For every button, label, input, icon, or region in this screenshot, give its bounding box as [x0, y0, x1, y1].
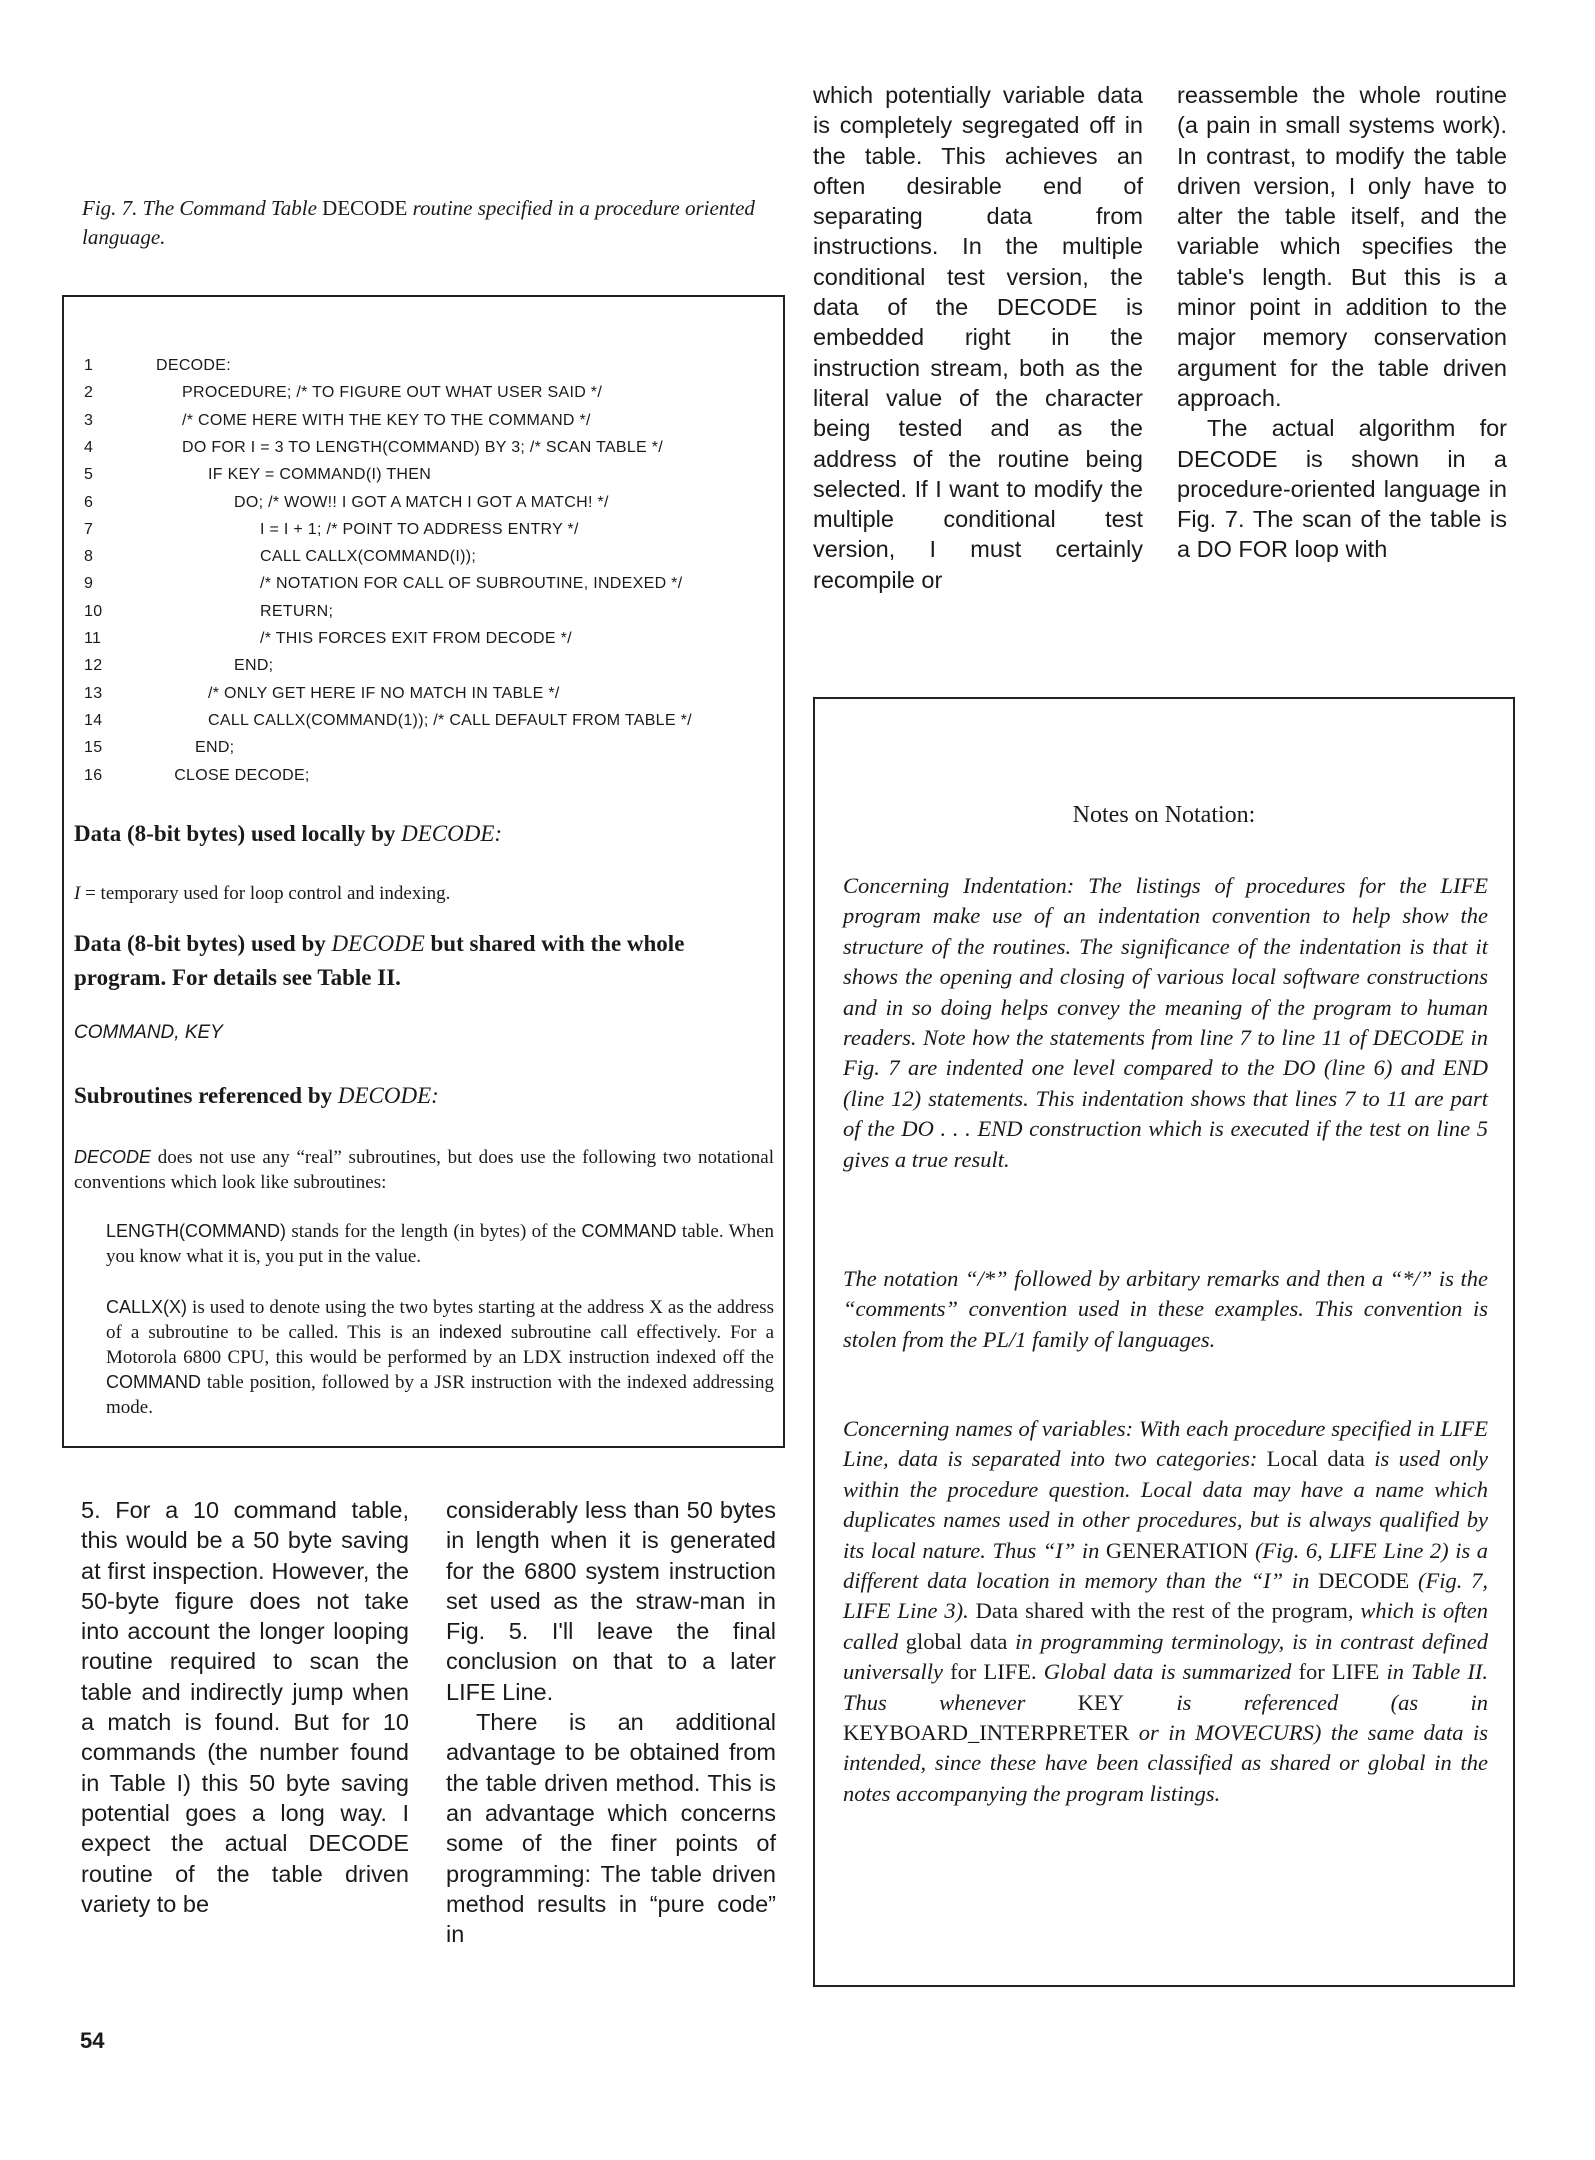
callx-convention: CALLX(X) is used to denote using the two bytes starting at the address X as the address of a subroutine to be called. This is an indexed subroutine call effectively. For a Motorola 6800 CPU, this would be performed by an LDX instruction indexed off the COMMAND table position, followed by a JSR instruction with the indexed addressing mode. — [106, 1297, 774, 1418]
caption-suffix: routine specified in a procedure oriented language. — [82, 196, 755, 249]
code-line — [84, 493, 609, 512]
code-line-number: 8 — [84, 548, 94, 566]
code-line — [84, 520, 579, 539]
local-data-heading: Data (8-bit bytes) used locally by DECODE: — [74, 821, 503, 846]
figure-caption — [82, 194, 782, 252]
notes-title: Notes on Notation: — [1072, 802, 1256, 828]
notes-comments: The notation “/*” followed by arbitary remarks and then a “*/” is the “comments” convention used in these examples. This convention is stolen from the PL/1 family of languages. — [843, 1266, 1488, 1352]
figure-7-box — [62, 295, 785, 1448]
code-line-number: 13 — [84, 684, 103, 702]
code-line-text: END; — [234, 657, 274, 675]
code-line-text: END; — [195, 739, 235, 757]
code-line-number: 1 — [84, 357, 94, 374]
code-line — [84, 630, 572, 648]
code-line — [84, 575, 683, 593]
code-line — [84, 357, 231, 375]
code-line — [84, 766, 310, 785]
code-line — [84, 657, 274, 675]
code-line-text: DO; /* WOW!! I GOT A MATCH I GOT A MATCH! */ — [234, 493, 609, 511]
code-line-number: 15 — [84, 739, 103, 757]
caption-routine-name: DECODE — [322, 196, 408, 220]
code-line-text: I = I + 1; /* POINT TO ADDRESS ENTRY */ — [260, 520, 579, 538]
caption-prefix: Fig. 7. The Command Table — [82, 196, 323, 220]
code-line-text: /* NOTATION FOR CALL OF SUBROUTINE, INDEXED */ — [260, 575, 683, 593]
code-line-number: 9 — [84, 575, 94, 593]
column-4-text: reassemble the whole routine (a pain in small systems work). In contrast, to modify the table driven version, I only have to alter the table itself, and the variable which specifies the table's length. But this is a minor point in addition to the major memory conservation argument for the table driven approach. The actual algorithm for DECODE is shown in a procedure-oriented language in Fig. 7. The scan of the table is a DO FOR loop with — [1177, 82, 1507, 563]
code-line-number: 7 — [84, 520, 94, 538]
code-line-text: CLOSE DECODE; — [174, 766, 310, 784]
code-line — [84, 411, 591, 430]
code-line — [84, 548, 477, 566]
notes-variable-names: Concerning names of variables: With each procedure specified in LIFE Line, data is separated into two categories: Local data is used only within the procedure question. Local data may have a name which duplicates names used in other procedures, but is always qualified by its local nature. Thus “I” in GENERATION (Fig. 6, LIFE Line 2) is a different data location in memory than the “I” in DECODE (Fig. 7, LIFE Line 3). Data shared with the rest of the program, which is often called global data in programming terminology, is in contrast defined universally for LIFE. Global data is summarized for LIFE in Table II. Thus whenever KEY is referenced (as in KEYBOARD_INTERPRETER or in MOVECURS) the same data is intended, since these have been classified as shared or global in the notes accompanying the program listings. — [843, 1416, 1489, 1806]
local-data-desc: I = temporary used for loop control and indexing. — [74, 883, 451, 904]
code-line — [84, 384, 603, 402]
code-line — [84, 711, 692, 730]
notes-on-notation-box — [813, 697, 1515, 1987]
code-line-text: /* ONLY GET HERE IF NO MATCH IN TABLE */ — [208, 684, 560, 702]
code-line — [84, 466, 432, 484]
code-line-text: IF KEY = COMMAND(I) THEN — [208, 466, 432, 484]
code-line-text: DO FOR I = 3 TO LENGTH(COMMAND) BY 3; /* SCAN TABLE */ — [182, 438, 664, 456]
code-line-text: DECODE: — [156, 357, 231, 374]
code-line-number: 4 — [84, 438, 94, 456]
code-line — [84, 739, 235, 757]
shared-data-heading: Data (8-bit bytes) used by DECODE but shared with the whole program. For details see Table II. — [74, 931, 685, 990]
code-line-number: 16 — [84, 766, 103, 784]
code-line — [84, 602, 334, 621]
code-line-number: 5 — [84, 466, 94, 484]
code-line-number: 14 — [84, 711, 103, 729]
code-line-text: RETURN; — [260, 602, 334, 620]
column-1-text: 5. For a 10 command table, this would be a 50 byte saving at first inspection. However, the 50-byte figure does not take into account the longer looping routine required to scan the table and indirectly jump when a match is found. But for 10 commands (the number found in Table I) this 50 byte saving potential goes a long way. I expect the actual DECODE routine of the table driven variety to be — [81, 1497, 409, 1917]
code-line-text: /* THIS FORCES EXIT FROM DECODE */ — [260, 630, 572, 647]
code-line-number: 6 — [84, 493, 94, 511]
code-line-number: 2 — [84, 384, 94, 402]
code-line — [84, 684, 560, 703]
shared-data-vars: COMMAND, KEY — [74, 1022, 223, 1043]
code-line-text: /* COME HERE WITH THE KEY TO THE COMMAND */ — [182, 411, 591, 429]
code-line-number: 3 — [84, 411, 94, 429]
code-line — [84, 438, 664, 457]
page-number: 54 — [80, 2028, 105, 2053]
column-3-text: which potentially variable data is completely segregated off in the table. This achieves an often desirable end of separating data from instructions. In the multiple conditional test version, the data of the DECODE is embedded right in the instruction stream, both as the literal value of the character being tested and as the address of the routine being selected. If I want to modify the multiple conditional test version, I must certainly recompile or — [813, 82, 1143, 593]
code-line-number: 12 — [84, 657, 103, 675]
code-line-text: CALL CALLX(COMMAND(I)); — [260, 548, 477, 566]
column-2-text: considerably less than 50 bytes in length when it is generated for the 6800 system instruction set used as the straw-man in Fig. 5. I'll leave the final conclusion on that to a later LIFE Line. There is an additional advantage to be obtained from the table driven method. This is an advantage which concerns some of the finer points of programming: The table driven method results in “pure code” in — [446, 1497, 776, 1948]
code-line-number: 10 — [84, 602, 103, 620]
subroutines-heading: Subroutines referenced by DECODE: — [74, 1083, 439, 1108]
subroutines-intro: DECODE does not use any “real” subroutines, but does use the following two notational conventions which look like subroutines: — [74, 1147, 774, 1193]
notes-indentation: Concerning Indentation: The listings of procedures for the LIFE program make use of an indentation convention to help show the structure of the routines. The significance of the indentation is that it shows the opening and closing of various local software constructions and in so doing helps convey the meaning of the program to human readers. Note how the statements from line 7 to line 11 of DECODE in Fig. 7 are indented one level compared to the DO (line 6) and END (line 12) statements. This indentation shows that lines 7 to 11 are part of the DO . . . END construction which is executed if the test on line 5 gives a true result. — [843, 873, 1488, 1172]
code-line-text: CALL CALLX(COMMAND(1)); /* CALL DEFAULT FROM TABLE */ — [208, 711, 692, 729]
code-line-number: 11 — [84, 630, 102, 647]
code-line-text: PROCEDURE; /* TO FIGURE OUT WHAT USER SAID */ — [182, 384, 603, 402]
length-convention: LENGTH(COMMAND) stands for the length (in bytes) of the COMMAND table. When you know what it is, you put in the value. — [106, 1221, 775, 1267]
